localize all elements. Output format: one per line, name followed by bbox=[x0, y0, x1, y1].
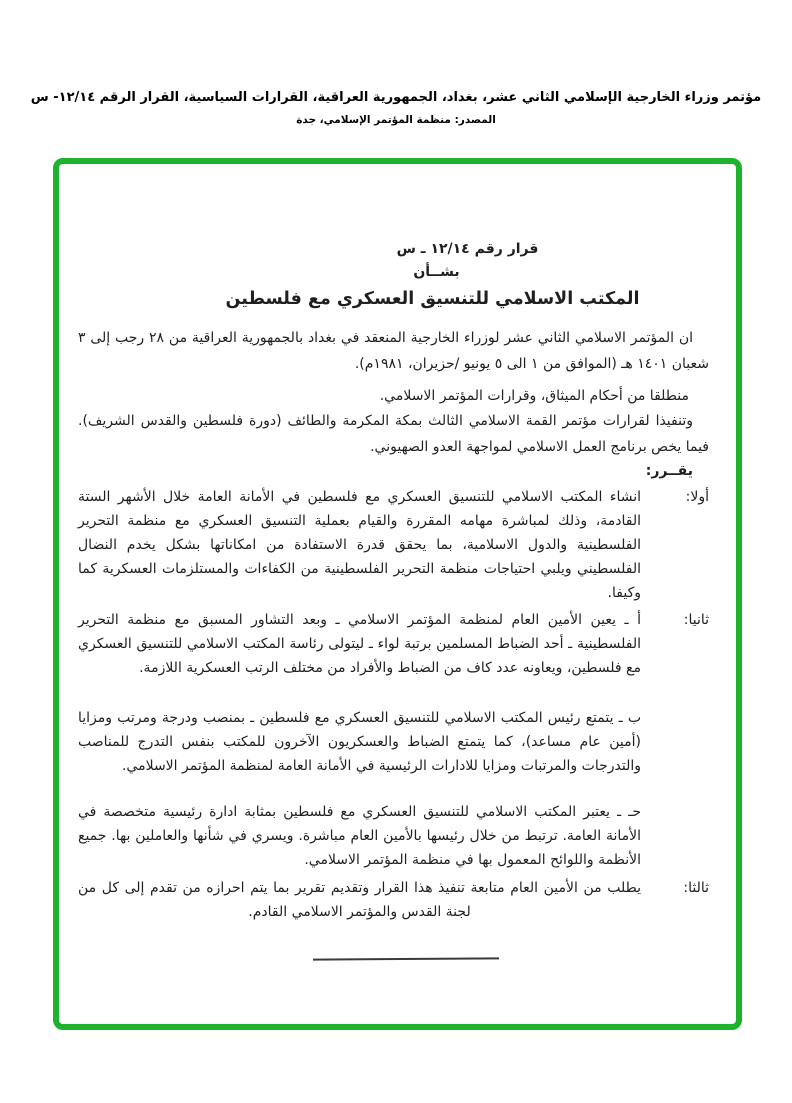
item-second-text: أ ـ يعين الأمين العام لمنظمة المؤتمر الاسلامي ـ وبعد التشاور المسبق مع منظمة التحرير الفلسطينية ـ أحد الضباط المسلمين برتبة لواء ـ ليتولى رئاسة المكتب الاسلامي للتنسيق العسكري مع فلسطين، ويعاونه عدد كاف من الضباط والأفراد من مختلف الرتب العسكرية اللازمة. bbox=[78, 612, 641, 676]
decision-number: قرار رقم ١٢/١٤ ـ س bbox=[396, 241, 539, 257]
decides-label: يقــرر: bbox=[645, 463, 693, 479]
item-first-text: انشاء المكتب الاسلامي للتنسيق العسكري مع فلسطين في الأمانة العامة خلال الأشهر الستة القادمة، وذلك لمباشرة مهامه المقررة والقيام بعملية التنسيق العسكري مع منظمة التحرير الفلسطينية والدول الاسلامية، بما يحقق قدرة الاستفادة من امكاناتها بشكل يخدم النضال الفلسطيني ويلبي احتياجات منظمة التحرير الفلسطينية من الكفاءات والمستلزمات العسكرية كما وكيفا. bbox=[78, 489, 641, 601]
item-second-label: ثانيا: bbox=[683, 612, 709, 628]
preamble-paragraph-2: منطلقا من أحكام الميثاق، وقرارات المؤتمر الاسلامي. bbox=[379, 388, 689, 404]
source-line: المصدر: منظمة المؤتمر الإسلامي، جدة bbox=[296, 114, 496, 126]
document-title-block bbox=[94, 239, 771, 312]
item-first-label: أولا: bbox=[685, 489, 709, 505]
resolution-subitem-j bbox=[78, 800, 641, 872]
document-frame bbox=[53, 158, 742, 1030]
resolution-item-third bbox=[78, 876, 709, 924]
item-third-text: يطلب من الأمين العام متابعة تنفيذ هذا القرار وتقديم تقرير بما يتم احرازه من تقدم إلى كل من لجنة القدس والمؤتمر الاسلامي القادم. bbox=[78, 880, 641, 920]
subitem-b-text: يتمتع رئيس المكتب الاسلامي للتنسيق العسكري مع فلسطين ـ بمنصب ودرجة ومرتب ومزايا (أمين عام مساعد)، كما يتمتع الضباط والعسكريون الآخرون للمكتب بنفس التدرج للمناصب والتدرجات والمرتبات ومزايا للادارات الرئيسية في الأمانة العامة لمنظمة المؤتمر الاسلامي. bbox=[78, 710, 641, 774]
resolution-item-second bbox=[78, 608, 709, 680]
subitem-b-label: ب ـ bbox=[618, 710, 642, 726]
item-third-label: ثالثا: bbox=[683, 880, 709, 896]
preamble-paragraph-3: وتنفيذا لقرارات مؤتمر القمة الاسلامي الثالث بمكة المكرمة والطائف (دورة فلسطين والقدس الشريف). فيما يخص برنامج العمل الاسلامي لمواجهة العدو الصهيوني. bbox=[78, 413, 709, 455]
document-title: المكتب الاسلامي للتنسيق العسكري مع فلسطين bbox=[225, 289, 640, 309]
subject-label: بشــأن bbox=[413, 264, 460, 280]
document-page bbox=[59, 164, 736, 1024]
resolution-item-first bbox=[78, 485, 709, 605]
page-header bbox=[0, 90, 792, 126]
subitem-j-text: يعتبر المكتب الاسلامي للتنسيق العسكري مع فلسطين بمثابة ادارة رئيسية متخصصة في الأمانة العامة. ترتبط من خلال رئيسها بالأمين العام مباشرة. ويسري في شأنها والعاملين بها. جميع الأنظمة واللوائح المعمول بها في منظمة المؤتمر الاسلامي. bbox=[78, 804, 641, 868]
end-separator-line bbox=[313, 957, 499, 960]
conference-reference-line: مؤتمر وزراء الخارجية الإسلامي الثاني عشر، بغداد، الجمهورية العراقية، القرارات السياسية، القرار الرقم ١٢/١٤- س bbox=[30, 90, 762, 105]
subitem-j-label: حـ ـ bbox=[617, 804, 641, 820]
resolution-subitem-b bbox=[78, 706, 641, 778]
preamble-paragraph-1: ان المؤتمر الاسلامي الثاني عشر لوزراء الخارجية المنعقد في بغداد بالجمهورية العراقية من ٢٨ رجب إلى ٣ شعبان ١٤٠١ هـ (الموافق من ١ الى ٥ يونيو /حزيران، ١٩٨١م). bbox=[78, 330, 709, 372]
